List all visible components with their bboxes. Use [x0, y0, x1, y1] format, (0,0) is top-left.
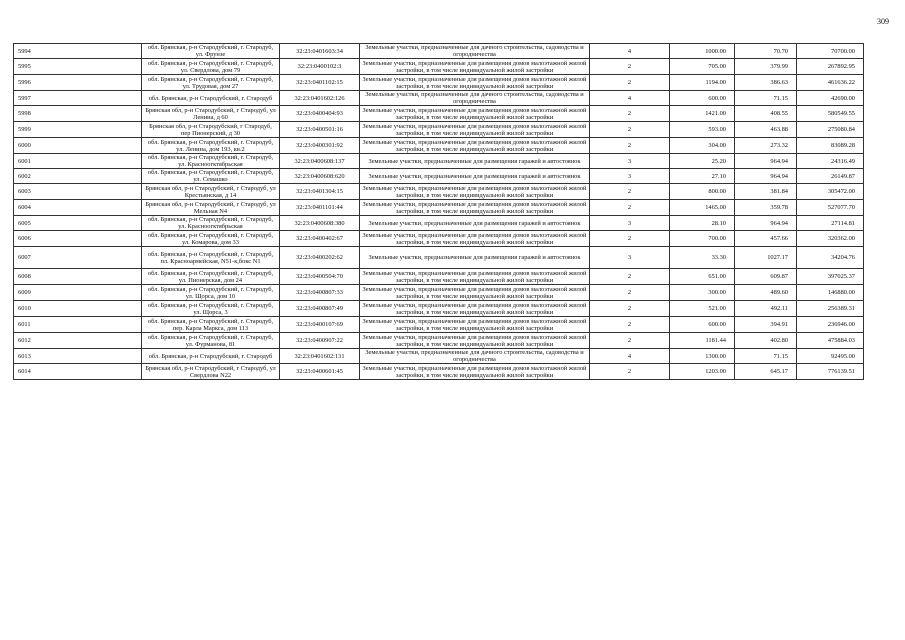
group-cell: 2: [590, 75, 670, 91]
specific-value-cell: 273.32: [735, 138, 797, 154]
land-use-cell: Земельные участки, предназначенные для размещения домов малоэтажной жилой застройки, в том числе индивидуальной жилой застройки: [360, 106, 590, 122]
row-number: 5995: [14, 59, 142, 75]
cadastral-value-cell: 92495.00: [797, 349, 864, 364]
group-cell: 2: [590, 301, 670, 317]
specific-value-cell: 645.17: [735, 364, 797, 380]
table-row: [14, 75, 864, 91]
row-number: 6010: [14, 301, 142, 317]
cadastral-number-cell: 32:23:0401101:44: [280, 200, 360, 216]
group-cell: 2: [590, 184, 670, 200]
address-cell: обл. Брянская, р-н Стародубский, г. Стародуб: [142, 349, 280, 364]
group-cell: 2: [590, 317, 670, 333]
cadastral-value-cell: 397025.37: [797, 269, 864, 285]
area-cell: 25.20: [670, 154, 735, 169]
cadastral-value-cell: 26149.87: [797, 169, 864, 184]
cadastral-value-cell: 24316.49: [797, 154, 864, 169]
specific-value-cell: 489.60: [735, 285, 797, 301]
group-cell: 2: [590, 231, 670, 247]
area-cell: 33.30: [670, 247, 735, 269]
land-use-cell: Земельные участки, предназначенные для размещения гаражей и автостоянок: [360, 169, 590, 184]
area-cell: 651.00: [670, 269, 735, 285]
land-use-cell: Земельные участки, предназначенные для размещения домов малоэтажной жилой застройки, в том числе индивидуальной жилой застройки: [360, 59, 590, 75]
specific-value-cell: 964.94: [735, 216, 797, 231]
row-number: 6005: [14, 216, 142, 231]
cadastral-number-cell: 32:23:0400102:3: [280, 59, 360, 75]
area-cell: 1203.00: [670, 364, 735, 380]
area-cell: 593.00: [670, 122, 735, 138]
land-use-cell: Земельные участки, предназначенные для размещения гаражей и автостоянок: [360, 216, 590, 231]
cadastral-value-cell: 461636.22: [797, 75, 864, 91]
area-cell: 1000.00: [670, 44, 735, 59]
cadastral-value-cell: 527077.70: [797, 200, 864, 216]
land-use-cell: Земельные участки, предназначенные для размещения домов малоэтажной жилой застройки, в том числе индивидуальной жилой застройки: [360, 317, 590, 333]
cadastral-number-cell: 32:23:0401603:34: [280, 44, 360, 59]
land-use-cell: Земельные участки, предназначенные для размещения домов малоэтажной жилой застройки, в том числе индивидуальной жилой застройки: [360, 138, 590, 154]
cadastral-number-cell: 32:23:0400404:93: [280, 106, 360, 122]
area-cell: 800.00: [670, 184, 735, 200]
area-cell: 600.00: [670, 91, 735, 106]
address-cell: обл. Брянская, р-н Стародубский, г. Стародуб, ул. Красноогктябрьская: [142, 216, 280, 231]
land-use-cell: Земельные участки, предназначенные для размещения домов малоэтажной жилой застройки, в том числе индивидуальной жилой застройки: [360, 301, 590, 317]
cadastral-value-cell: 146880.00: [797, 285, 864, 301]
area-cell: 1465.00: [670, 200, 735, 216]
row-number: 6011: [14, 317, 142, 333]
specific-value-cell: 463.88: [735, 122, 797, 138]
row-number: 5996: [14, 75, 142, 91]
address-cell: обл. Брянская, р-н Стародубский, г. Стародуб, ул. Фурманова, 81: [142, 333, 280, 349]
cadastral-value-cell: 27114.81: [797, 216, 864, 231]
address-cell: Брянская обл, р-н Стародубский, г Стародуб, ул Ленина, д 60: [142, 106, 280, 122]
cadastral-number-cell: 32:23:0400601:45: [280, 364, 360, 380]
group-cell: 2: [590, 269, 670, 285]
specific-value-cell: 359.78: [735, 200, 797, 216]
address-cell: обл. Брянская, р-н Стародубский, г. Стародуб, ул. Ленина, дом 193, кв.2: [142, 138, 280, 154]
specific-value-cell: 71.15: [735, 91, 797, 106]
land-use-cell: Земельные участки, предназначенные для размещения гаражей и автостоянок: [360, 154, 590, 169]
cadastral-value-cell: 305472.00: [797, 184, 864, 200]
address-cell: обл. Брянская, р-н Стародубский, г. Стародуб, ул. Пионерская, дом 24: [142, 269, 280, 285]
area-cell: 700.00: [670, 231, 735, 247]
row-number: 5998: [14, 106, 142, 122]
group-cell: 2: [590, 106, 670, 122]
table-row: [14, 200, 864, 216]
address-cell: обл. Брянская, р-н Стародубский, г. Стародуб, ул. Трудовая, дом 27: [142, 75, 280, 91]
group-cell: 2: [590, 285, 670, 301]
group-cell: 4: [590, 44, 670, 59]
cadastral-number-cell: 32:23:0400402:67: [280, 231, 360, 247]
specific-value-cell: 379.99: [735, 59, 797, 75]
address-cell: обл. Брянская, р-н Стародубский, г. Стародуб, ул. Свердлова, дом 79: [142, 59, 280, 75]
specific-value-cell: 71.15: [735, 349, 797, 364]
cadastral-number-cell: 32:23:0401602:131: [280, 349, 360, 364]
row-number: 6003: [14, 184, 142, 200]
specific-value-cell: 964.94: [735, 154, 797, 169]
group-cell: 2: [590, 59, 670, 75]
table-row: [14, 154, 864, 169]
cadastral-value-cell: 256389.31: [797, 301, 864, 317]
address-cell: обл. Брянская, р-н Стародубский, г. Стародуб, ул. Щорса, дом 10: [142, 285, 280, 301]
land-use-cell: Земельные участки, предназначенные для размещения домов малоэтажной жилой застройки, в том числе индивидуальной жилой застройки: [360, 231, 590, 247]
specific-value-cell: 394.91: [735, 317, 797, 333]
land-use-cell: Земельные участки, предназначенные для размещения домов малоэтажной жилой застройки, в том числе индивидуальной жилой застройки: [360, 184, 590, 200]
land-use-cell: Земельные участки, предназначенные для размещения домов малоэтажной жилой застройки, в том числе индивидуальной жилой застройки: [360, 333, 590, 349]
cadastral-value-cell: 776139.51: [797, 364, 864, 380]
area-cell: 300.00: [670, 285, 735, 301]
address-cell: обл. Брянская, р-н Стародубский, г. Стародуб, ул. Щорса, 3: [142, 301, 280, 317]
address-cell: обл. Брянская, р-н Стародубский, г. Стародуб, пер. Карла Маркса, дом 113: [142, 317, 280, 333]
row-number: 6013: [14, 349, 142, 364]
cadastral-value-cell: 320362.00: [797, 231, 864, 247]
group-cell: 3: [590, 247, 670, 269]
table-row: [14, 301, 864, 317]
land-use-cell: Земельные участки, предназначенные для размещения домов малоэтажной жилой застройки, в том числе индивидуальной жилой застройки: [360, 364, 590, 380]
table-row: [14, 231, 864, 247]
row-number: 5997: [14, 91, 142, 106]
cadastral-value-cell: 267892.95: [797, 59, 864, 75]
land-use-cell: Земельные участки, предназначенные для дачного строительства, садоводства и огородничества: [360, 44, 590, 59]
address-cell: обл. Брянская, р-н Стародубский, г. Стародуб: [142, 91, 280, 106]
cadastral-number-cell: 32:23:0400807:49: [280, 301, 360, 317]
group-cell: 3: [590, 154, 670, 169]
address-cell: обл. Брянская, р-н Стародубский, г. Стародуб, ул. Фрунзе: [142, 44, 280, 59]
group-cell: 4: [590, 349, 670, 364]
table-body: [14, 44, 864, 380]
area-cell: 1421.00: [670, 106, 735, 122]
cadastral-value-cell: 70700.00: [797, 44, 864, 59]
group-cell: 3: [590, 216, 670, 231]
row-number: 5999: [14, 122, 142, 138]
specific-value-cell: 457.66: [735, 231, 797, 247]
cadastral-value-cell: 275080.84: [797, 122, 864, 138]
area-cell: 705.00: [670, 59, 735, 75]
group-cell: 2: [590, 333, 670, 349]
row-number: 6000: [14, 138, 142, 154]
specific-value-cell: 1027.17: [735, 247, 797, 269]
cadastral-value-cell: 236946.00: [797, 317, 864, 333]
land-use-cell: Земельные участки, предназначенные для размещения домов малоэтажной жилой застройки, в том числе индивидуальной жилой застройки: [360, 285, 590, 301]
cadastral-value-cell: 83089.28: [797, 138, 864, 154]
area-cell: 1300.00: [670, 349, 735, 364]
cadastral-number-cell: 32:23:0400107:69: [280, 317, 360, 333]
specific-value-cell: 964.94: [735, 169, 797, 184]
cadastral-number-cell: 32:23:0400608:380: [280, 216, 360, 231]
cadastral-number-cell: 32:23:0400608:137: [280, 154, 360, 169]
table-row: [14, 44, 864, 59]
cadastral-value-cell: 580549.55: [797, 106, 864, 122]
table-row: [14, 333, 864, 349]
cadastral-value-cell: 34204.76: [797, 247, 864, 269]
address-cell: Брянская обл, р-н Стародубский, г Стародуб, ул Крестьянская, д 14: [142, 184, 280, 200]
area-cell: 1194.00: [670, 75, 735, 91]
cadastral-number-cell: 32:23:0401602:126: [280, 91, 360, 106]
row-number: 6008: [14, 269, 142, 285]
table-row: [14, 91, 864, 106]
cadastral-value-cell: 42690.00: [797, 91, 864, 106]
cadastral-number-cell: 32:23:0400608:620: [280, 169, 360, 184]
specific-value-cell: 492.11: [735, 301, 797, 317]
group-cell: 2: [590, 200, 670, 216]
cadastral-number-cell: 32:23:0400301:92: [280, 138, 360, 154]
address-cell: Брянская обл, р-н Стародубский, г Стародуб, пер Пионерский, д 30: [142, 122, 280, 138]
area-cell: 304.00: [670, 138, 735, 154]
specific-value-cell: 381.84: [735, 184, 797, 200]
cadastral-number-cell: 32:23:0400907:22: [280, 333, 360, 349]
row-number: 5994: [14, 44, 142, 59]
page-number: 309: [877, 17, 889, 26]
specific-value-cell: 402.80: [735, 333, 797, 349]
land-use-cell: Земельные участки, предназначенные для дачного строительства, садоводства и огородничества: [360, 349, 590, 364]
cadastral-number-cell: 32:23:0401304:15: [280, 184, 360, 200]
cadastral-number-cell: 32:23:0400504:70: [280, 269, 360, 285]
specific-value-cell: 386.63: [735, 75, 797, 91]
table-row: [14, 106, 864, 122]
address-cell: обл. Брянская, р-н Стародубский, г. Стародуб, ул. Комарова, дом 33: [142, 231, 280, 247]
area-cell: 1181.44: [670, 333, 735, 349]
table-row: [14, 59, 864, 75]
group-cell: 2: [590, 138, 670, 154]
cadastral-number-cell: 32:23:0400807:33: [280, 285, 360, 301]
area-cell: 27.10: [670, 169, 735, 184]
address-cell: обл. Брянская, р-н Стародубский, г. Стародуб, пл. Красноармейская, N51-к,бокс N1: [142, 247, 280, 269]
table-row: [14, 247, 864, 269]
table-row: [14, 285, 864, 301]
area-cell: 521.00: [670, 301, 735, 317]
land-use-cell: Земельные участки, предназначенные для размещения домов малоэтажной жилой застройки, в том числе индивидуальной жилой застройки: [360, 200, 590, 216]
table-row: [14, 317, 864, 333]
cadastral-number-cell: 32:23:0400501:16: [280, 122, 360, 138]
address-cell: Брянская обл, р-н Стародубский, г Стародуб, ул Мельная N4: [142, 200, 280, 216]
group-cell: 3: [590, 169, 670, 184]
specific-value-cell: 70.70: [735, 44, 797, 59]
group-cell: 4: [590, 91, 670, 106]
table-row: [14, 138, 864, 154]
row-number: 6007: [14, 247, 142, 269]
table-row: [14, 169, 864, 184]
cadastral-number-cell: 32:23:0400202:62: [280, 247, 360, 269]
specific-value-cell: 609.87: [735, 269, 797, 285]
table-row: [14, 364, 864, 380]
row-number: 6002: [14, 169, 142, 184]
row-number: 6012: [14, 333, 142, 349]
table-row: [14, 216, 864, 231]
area-cell: 600.00: [670, 317, 735, 333]
row-number: 6009: [14, 285, 142, 301]
table-row: [14, 122, 864, 138]
table-row: [14, 184, 864, 200]
land-use-cell: Земельные участки, предназначенные для размещения домов малоэтажной жилой застройки, в том числе индивидуальной жилой застройки: [360, 75, 590, 91]
area-cell: 28.10: [670, 216, 735, 231]
address-cell: Брянская обл, р-н Стародубский, г Стародуб, ул Свердлова N22: [142, 364, 280, 380]
cadastral-value-cell: 475884.03: [797, 333, 864, 349]
cadastral-value-table: [13, 43, 864, 380]
row-number: 6014: [14, 364, 142, 380]
table-row: [14, 349, 864, 364]
land-use-cell: Земельные участки, предназначенные для дачного строительства, садоводства и огородничества: [360, 91, 590, 106]
specific-value-cell: 408.55: [735, 106, 797, 122]
table-row: [14, 269, 864, 285]
row-number: 6004: [14, 200, 142, 216]
address-cell: обл. Брянская, р-н Стародубский, г. Стародуб, ул. Красноогктябрьская: [142, 154, 280, 169]
group-cell: 2: [590, 364, 670, 380]
cadastral-number-cell: 32:23:0401102:15: [280, 75, 360, 91]
group-cell: 2: [590, 122, 670, 138]
row-number: 6001: [14, 154, 142, 169]
row-number: 6006: [14, 231, 142, 247]
land-use-cell: Земельные участки, предназначенные для размещения домов малоэтажной жилой застройки, в том числе индивидуальной жилой застройки: [360, 122, 590, 138]
land-use-cell: Земельные участки, предназначенные для размещения домов малоэтажной жилой застройки, в том числе индивидуальной жилой застройки: [360, 269, 590, 285]
address-cell: обл. Брянская, р-н Стародубский, г. Стародуб, ул. Семашко: [142, 169, 280, 184]
land-use-cell: Земельные участки, предназначенные для размещения гаражей и автостоянок: [360, 247, 590, 269]
